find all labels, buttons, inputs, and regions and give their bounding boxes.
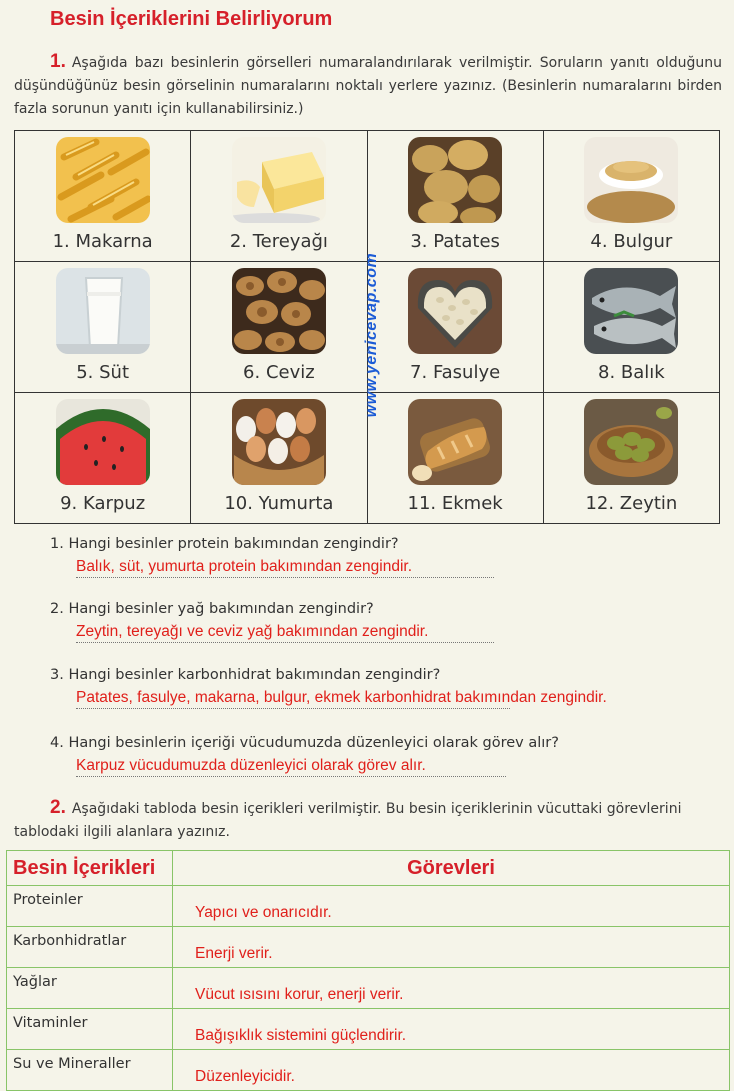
question-2-text: Aşağıdaki tabloda besin içerikleri verilmiştir. Bu besin içeriklerinin vücuttaki görevlerini tablodaki ilgili alanlara yazınız. [14,801,682,840]
nutrient-label: Vitaminler [7,1009,173,1050]
table-row [7,886,730,927]
question-text: 3. Hangi besinler karbonhidrat bakımından zengindir? [50,667,441,683]
food-cell [191,393,367,524]
role-answer-field[interactable]: Vücut ısısını korur, enerji verir. [173,968,730,1009]
fish-icon [584,268,678,354]
nutrient-roles-table [6,850,730,1091]
egg-icon [232,399,326,485]
bean-icon [408,268,502,354]
answer-field[interactable]: Balık, süt, yumurta protein bakımından zengindir. [76,558,494,578]
nutrient-label: Proteinler [7,886,173,927]
nutrient-label: Yağlar [7,968,173,1009]
pasta-icon [56,137,150,223]
page-title: Besin İçeriklerini Belirliyorum [50,8,333,30]
food-cell [15,262,191,393]
food-label: 6. Ceviz [243,362,315,383]
food-cell [543,131,719,262]
food-cell [367,262,543,393]
watermark: www.yenicevap.com [363,252,381,417]
food-cell [15,131,191,262]
answer-field[interactable]: Karpuz vücudumuzda düzenleyici olarak görev alır. [76,757,506,777]
food-cell [543,393,719,524]
food-label: 10. Yumurta [224,493,334,514]
role-answer-field[interactable]: Bağışıklık sistemini güçlendirir. [173,1009,730,1050]
food-label: 1. Makarna [52,231,153,252]
question-text: 1. Hangi besinler protein bakımından zengindir? [50,536,399,552]
answer-field[interactable]: Patates, fasulye, makarna, bulgur, ekmek karbonhidrat bakımından zengindir. [76,689,510,709]
food-label: 7. Fasulye [410,362,501,383]
butter-icon [232,137,326,223]
milk-icon [56,268,150,354]
bulgur-icon [584,137,678,223]
food-cell [191,131,367,262]
question-item [50,601,730,643]
food-label: 3. Patates [410,231,500,252]
question-item [50,536,730,578]
food-cell [191,262,367,393]
question-1-text: Aşağıda bazı besinlerin görselleri numaralandırılarak verilmiştir. Soruların yanıtı olduğunu düşündüğünüz besin görselinin numaralarını noktalı yerlere yazınız. (Besinlerin numaralarını birden fazla sorunun yanıtı için kullanabilirsiniz.) [14,55,722,117]
table-row [7,927,730,968]
food-label: 11. Ekmek [407,493,503,514]
role-answer-field[interactable]: Düzenleyicidir. [173,1050,730,1091]
food-label: 4. Bulgur [590,231,673,252]
question-text: 4. Hangi besinlerin içeriği vücudumuzda düzenleyici olarak görev alır? [50,735,559,751]
bread-icon [408,399,502,485]
question-item [50,735,730,777]
role-answer-field[interactable]: Yapıcı ve onarıcıdır. [173,886,730,927]
question-2-instructions [14,796,722,844]
food-cell [367,393,543,524]
food-label: 5. Süt [76,362,130,383]
question-2-number: 2. [50,797,66,818]
table-row [7,968,730,1009]
food-cell [15,393,191,524]
food-label: 9. Karpuz [60,493,146,514]
walnut-icon [232,268,326,354]
potato-icon [408,137,502,223]
column-header-nutrients: Besin İçerikleri [7,851,173,886]
nutrient-label: Su ve Mineraller [7,1050,173,1091]
food-label: 8. Balık [598,362,665,383]
column-header-roles: Görevleri [173,851,730,886]
food-cell [543,262,719,393]
question-text: 2. Hangi besinler yağ bakımından zengindir? [50,601,374,617]
food-label: 2. Tereyağı [229,231,328,252]
food-label: 12. Zeytin [585,493,678,514]
question-1-instructions [14,50,722,121]
question-item [50,667,730,709]
nutrient-label: Karbonhidratlar [7,927,173,968]
watermelon-icon [56,399,150,485]
table-row [7,1050,730,1091]
olive-icon [584,399,678,485]
table-row [7,1009,730,1050]
food-cell [367,131,543,262]
question-1-number: 1. [50,51,66,72]
role-answer-field[interactable]: Enerji verir. [173,927,730,968]
answer-field[interactable]: Zeytin, tereyağı ve ceviz yağ bakımından zengindir. [76,623,494,643]
